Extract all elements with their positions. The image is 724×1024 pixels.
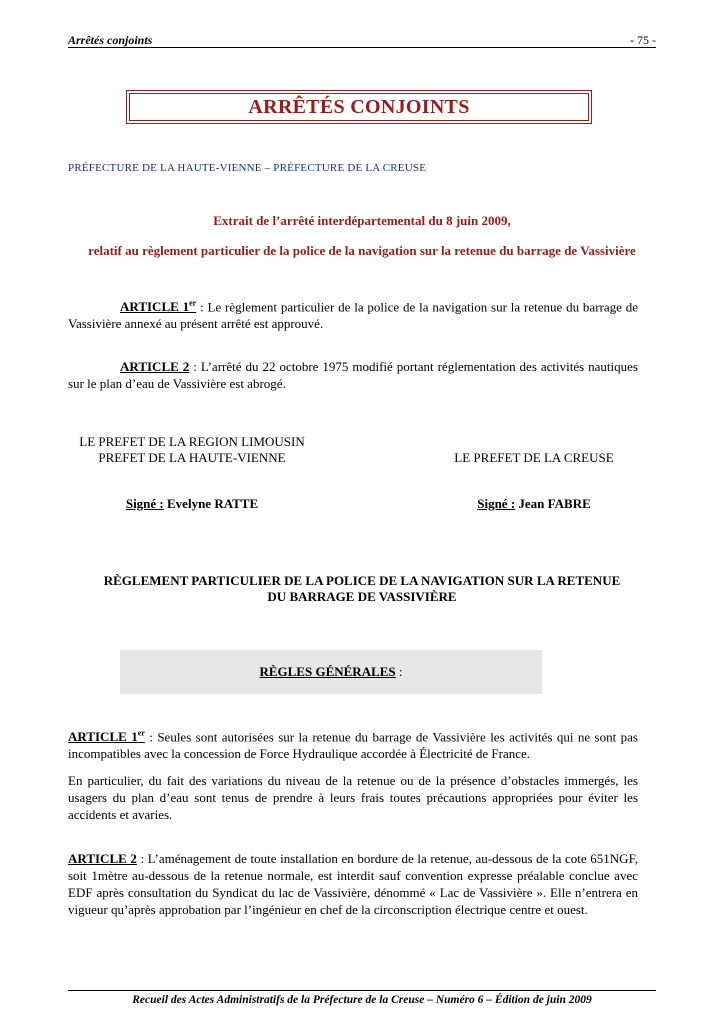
article-text: L’arrêté du 22 octobre 1975 modifié portant réglementation des activités nautiques sur le plan d’eau de Vassivière est abrogé. (68, 359, 638, 391)
reglement-article-1: ARTICLE 1er : Seules sont autorisées sur la retenue du barrage de Vassivière les activités qui ne sont pas incompatibles avec la concession de Force Hydraulique accordée à Électricité de France. (68, 729, 638, 762)
reglement-article-2: ARTICLE 2 : L’aménagement de toute installation en bordure de la retenue, au-dessous de la cote 651NGF, soit 1mètre au-dessous de la retenue normale, est interdit sauf convention expresse préalable conclue avec EDF après consultation du Syndicat du lac de Vassivière, dénommé « Lac de Vassivière ». Elle n’entrera en vigueur qu’après approbation par l’ingénieur en chef de la circonscription électrique centre et ouest. (68, 851, 639, 917)
running-header-title: Arrêtés conjoints (68, 33, 153, 47)
section-title-box (126, 90, 592, 124)
signatory-right-title: LE PREFET DE LA CREUSE (454, 450, 614, 465)
reglement-article-1-paragraph-2: En particulier, du fait des variations du niveau de la retenue ou de la présence d’obstacles immergés, les usagers du plan d’eau sont tenus de prendre à leurs frais toutes précautions appropriées pour éviter les accidents et avaries. (68, 773, 638, 822)
extrait-heading: Extrait de l’arrêté interdépartemental du 8 juin 2009, (213, 213, 511, 228)
regles-generales-heading: RÈGLES GÉNÉRALES (259, 664, 396, 679)
article-label: ARTICLE 1er (68, 729, 145, 745)
article-text: Seules sont autorisées sur la retenue du barrage de Vassivière les activités qui ne sont pas incompatibles avec la concession de Force Hydraulique accordée à Électricité de France. (68, 729, 638, 762)
article-label: ARTICLE 1er (120, 299, 197, 315)
prefecture-heading: PRÉFECTURE DE LA HAUTE-VIENNE – PRÉFECTURE DE LA CREUSE (68, 162, 427, 174)
article-text: Le règlement particulier de la police de la navigation sur la retenue du barrage de Vassivière annexé au présent arrêté est approuvé. (68, 299, 638, 332)
reglement-title: RÈGLEMENT PARTICULIER DE LA POLICE DE LA NAVIGATION SUR LA RETENUE DU BARRAGE DE VASSIVIÈRE (103, 573, 621, 604)
article-label: ARTICLE 2 (120, 359, 190, 374)
arrete-article-1: ARTICLE 1er : Le règlement particulier de la police de la navigation sur la retenue du barrage de Vassivière annexé au présent arrêté est approuvé. (68, 299, 638, 332)
footer-divider (68, 990, 656, 991)
signatory-left-title: LE PREFET DE LA REGION LIMOUSIN PREFET DE LA HAUTE-VIENNE (79, 434, 305, 465)
arrete-article-2: ARTICLE 2 : L’arrêté du 22 octobre 1975 modifié portant réglementation des activités nautiques sur le plan d’eau de Vassivière est abrogé. (68, 359, 638, 391)
header-divider (68, 47, 656, 48)
page-number: - 75 - (630, 33, 656, 47)
signed-right: Signé : Jean FABRE (477, 496, 591, 511)
relatif-heading: relatif au règlement particulier de la police de la navigation sur la retenue du barrage de Vassivière (88, 243, 636, 258)
article-label: ARTICLE 2 (68, 851, 137, 866)
signed-left: Signé : Evelyne RATTE (125, 496, 259, 511)
page-footer: Recueil des Actes Administratifs de la Préfecture de la Creuse – Numéro 6 – Édition de juin 2009 (132, 994, 592, 1006)
regles-generales-box: RÈGLES GÉNÉRALES : (120, 650, 542, 694)
article-text: L’aménagement de toute installation en bordure de la retenue, au-dessous de la cote 651NGF, soit 1mètre au-dessous de la retenue normale, est interdit sauf convention expresse préalable conclue avec EDF après consultation du Syndicat du lac de Vassivière, dénommé « Lac de Vassivière ». Elle n’entrera en vigueur qu’après approbation par l’ingénieur en chef de la circonscription électrique centre et ouest. (68, 851, 639, 917)
section-title: ARRÊTÉS CONJOINTS (248, 95, 470, 118)
